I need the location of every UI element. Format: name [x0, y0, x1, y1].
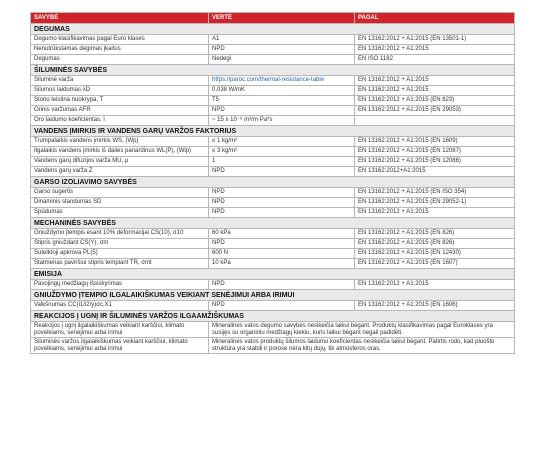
- section-header: [31, 177, 515, 188]
- table-row: [31, 86, 515, 96]
- cell-property: Šilumos laidumas λD: [31, 86, 209, 96]
- section-title: GARSO IZOLIAVIMO SAVYBĖS: [31, 177, 515, 188]
- cell-standard: EN 13162:2012 + A1:2015 (EN 823): [355, 96, 515, 106]
- cell-property: Spūdumas: [31, 208, 209, 218]
- properties-table-container: [30, 12, 514, 354]
- cell-property: Stipris gniuždant CS(Y), σm: [31, 239, 209, 249]
- cell-value: NPD: [209, 198, 355, 208]
- table-row: [31, 167, 515, 177]
- cell-value-link[interactable]: https://paroc.com/thermal-resistance-table: [209, 76, 355, 86]
- table-row: [31, 45, 515, 55]
- table-row: [31, 259, 515, 269]
- section-title: REAKCIJOS Į UGNĮ IR ŠILUMINĖS VARŽOS ILGAAMŽIŠKUMAS: [31, 311, 515, 322]
- cell-value: NPD: [209, 208, 355, 218]
- cell-property: Storio leistina nuokrypa, T: [31, 96, 209, 106]
- header-property: SAVYBĖ: [31, 13, 209, 24]
- cell-standard: EN 13162:2012 + A1:2015: [355, 76, 515, 86]
- table-row: [31, 322, 515, 338]
- table-row: [31, 106, 515, 116]
- cell-property: Degumo klasifikavimas pagal Euro klases: [31, 35, 209, 45]
- cell-value: NPD: [209, 280, 355, 290]
- section-header: [31, 218, 515, 229]
- cell-property: Valkšnumas CC(i1/i2/y)σc,X1: [31, 301, 209, 311]
- table-row: [31, 208, 515, 218]
- section-header: [31, 65, 515, 76]
- cell-value: NPD: [209, 167, 355, 177]
- table-row: [31, 55, 515, 65]
- cell-property: Šiluminės varžos ilgalaikiškumas veikiant karščiui, klimato poveikiams, senėjimui arba irimui: [31, 338, 209, 354]
- section-header: [31, 269, 515, 280]
- cell-standard: EN ISO 1182: [355, 55, 515, 65]
- cell-property: Trumpalaikis vandens įmirkis WS, (Wp): [31, 137, 209, 147]
- cell-value: NPD: [209, 106, 355, 116]
- cell-value: NPD: [209, 239, 355, 249]
- cell-value: T5: [209, 96, 355, 106]
- table-row: [31, 35, 515, 45]
- cell-property: Vandens garų varža Z: [31, 167, 209, 177]
- cell-value: 1: [209, 157, 355, 167]
- cell-standard: EN 13162:2012 + A1:2015 (EN 826): [355, 239, 515, 249]
- cell-standard: EN 13162:2012 + A1:2015: [355, 86, 515, 96]
- table-header: [31, 13, 515, 24]
- table-row: [31, 188, 515, 198]
- section-header: [31, 126, 515, 137]
- cell-value: NPD: [209, 188, 355, 198]
- table-row: [31, 116, 515, 126]
- cell-standard: EN 13162:2012 + A1:2015 (EN ISO 354): [355, 188, 515, 198]
- section-title: ŠILUMINĖS SAVYBĖS: [31, 65, 515, 76]
- section-header: [31, 24, 515, 35]
- cell-property: Dinaminis standumas SD: [31, 198, 209, 208]
- cell-value: 600 N: [209, 249, 355, 259]
- section-title: MECHANINĖS SAVYBĖS: [31, 218, 515, 229]
- cell-value: ≤ 3 kg/m²: [209, 147, 355, 157]
- cell-property: Statmenas paviršiui stipris tempiant TR, σmt: [31, 259, 209, 269]
- cell-standard: EN 13162:2012 + A1:2015 (EN 12430): [355, 249, 515, 259]
- cell-value: 60 kPa: [209, 229, 355, 239]
- cell-property: Oro laidumo koeficientas, l: [31, 116, 209, 126]
- cell-value: Mineralinės vatos degumo savybės nesikeičia laikui bėgant. Produktų klasifikavimas pagal Euroklases yra susijęs su organiniu medžiagų kiekiu, kuris laikui bėgant negali padidėti.: [209, 322, 515, 338]
- cell-property: Šiluminė varža: [31, 76, 209, 86]
- cell-standard: EN 13162:2012 + A1:2015 (EN 1606): [355, 301, 515, 311]
- cell-property: Vandens garų difuzijos varža MU, μ: [31, 157, 209, 167]
- table-row: [31, 239, 515, 249]
- cell-value: 0,038 W/mK: [209, 86, 355, 96]
- table-row: [31, 280, 515, 290]
- table-row: [31, 157, 515, 167]
- cell-standard: [355, 116, 515, 126]
- cell-standard: EN 13162:2012 + A1:2015: [355, 45, 515, 55]
- cell-value: Nedegi: [209, 55, 355, 65]
- section-title: EMISIJA: [31, 269, 515, 280]
- table-row: [31, 76, 515, 86]
- header-value: VERTĖ: [209, 13, 355, 24]
- section-header: [31, 311, 515, 322]
- header-standard: PAGAL: [355, 13, 515, 24]
- table-row: [31, 249, 515, 259]
- properties-table: [30, 12, 515, 354]
- cell-property: Gniuždymo įtempis esant 10% deformacijai CS(10), σ10: [31, 229, 209, 239]
- cell-property: Garso sugertis: [31, 188, 209, 198]
- cell-value: NPD: [209, 301, 355, 311]
- cell-standard: EN 13162:2012 + A1:2015: [355, 208, 515, 218]
- cell-property: Orinis varžumas AFR: [31, 106, 209, 116]
- cell-property: Nenutrūkstamas degimas įkaitus: [31, 45, 209, 55]
- section-header: [31, 290, 515, 301]
- table-row: [31, 96, 515, 106]
- cell-standard: EN 13162:2012 + A1:2015 (EN 13501-1): [355, 35, 515, 45]
- cell-standard: EN 13162:2012 + A1:2015 (EN 1609): [355, 137, 515, 147]
- cell-property: Sutelktoji apkrova PL(5): [31, 249, 209, 259]
- cell-property: Reakcijos į ugnį ilgalaikiškumas veikiant karščiui, klimato poveikiams, senėjimui arba irimui: [31, 322, 209, 338]
- table-row: [31, 301, 515, 311]
- cell-standard: EN 13162:2012 + A1:2015 (EN 29052-1): [355, 198, 515, 208]
- cell-value: A1: [209, 35, 355, 45]
- cell-value: 10 kPa: [209, 259, 355, 269]
- table-row: [31, 198, 515, 208]
- table-row: [31, 137, 515, 147]
- section-title: GNIUŽDYMO ĮTEMPIO ILGALAIKIŠKUMAS VEIKIANT SENĖJIMUI ARBA IRIMUI: [31, 290, 515, 301]
- section-title: DEGUMAS: [31, 24, 515, 35]
- cell-value: ≤ 1 kg/m²: [209, 137, 355, 147]
- cell-value: ~ 15 x 10⁻⁶ m³/m·Pa*s: [209, 116, 355, 126]
- table-body: [31, 24, 515, 354]
- cell-standard: EN 13162:2012 + A1:2015 (EN 12087): [355, 147, 515, 157]
- cell-standard: EN 13162:2012 + A1:2015 (EN 12086): [355, 157, 515, 167]
- cell-value: Mineralinės vatos produktų šilumos laidumo koeficientas nesikeičia laikui bėgant. Patirtis rodo, kad pluošto struktūra yra stabili ir porose nėra kitų dujų, tik atmosferos oras.: [209, 338, 515, 354]
- section-title: VANDENS ĮMIRKIS IR VANDENS GARŲ VARŽOS FAKTORIUS: [31, 126, 515, 137]
- cell-property: Degumas: [31, 55, 209, 65]
- cell-property: Ilgalaikis vandens įmirkis iš dalies panardinus WL(P), (Wlp): [31, 147, 209, 157]
- cell-standard: EN 13162:2012 + A1:2015: [355, 280, 515, 290]
- cell-standard: EN 13162:2012+A1:2015: [355, 167, 515, 177]
- table-row: [31, 229, 515, 239]
- table-row: [31, 338, 515, 354]
- cell-standard: EN 13162:2012 + A1:2015 (EN 29053): [355, 106, 515, 116]
- cell-standard: EN 13162:2012 + A1:2015 (EN 826): [355, 229, 515, 239]
- cell-standard: EN 13162:2012 + A1:2015 (EN 1607): [355, 259, 515, 269]
- cell-property: Pavojingų medžiagų išsiskyrimas: [31, 280, 209, 290]
- cell-value: NPD: [209, 45, 355, 55]
- table-row: [31, 147, 515, 157]
